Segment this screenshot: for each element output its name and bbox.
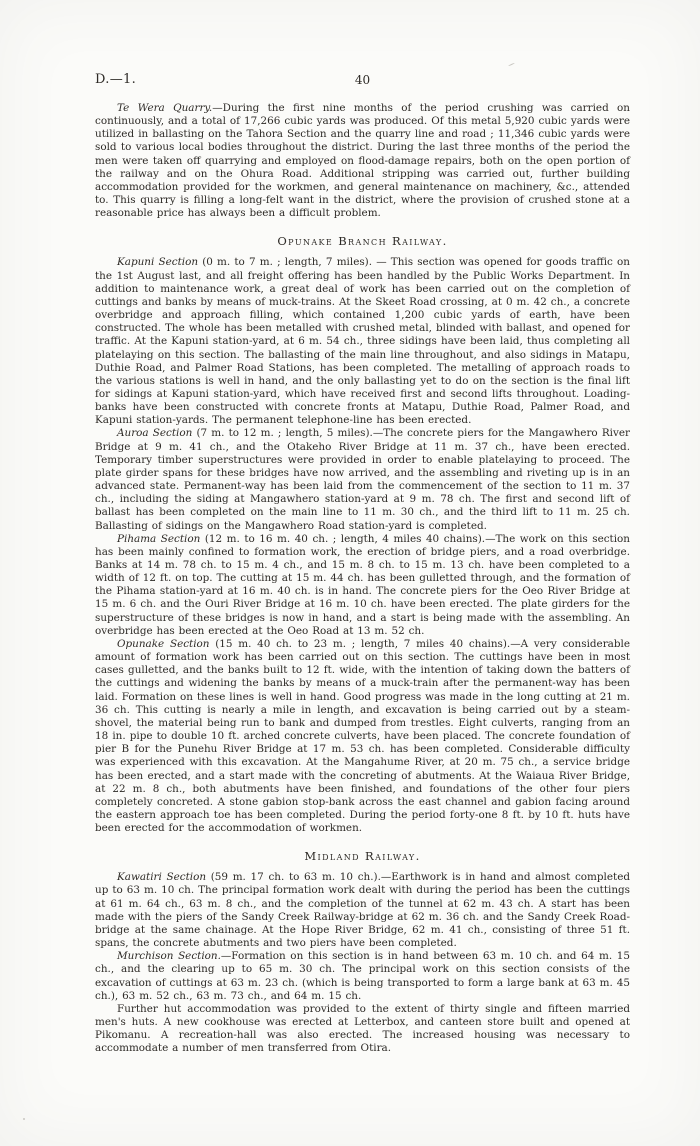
para-body: (59 m. 17 ch. to 63 m. 10 ch.).—Earthwork is in hand and almost completed up to 63 m. 10 ch. The principal formation work dealt with during the period has been the cuttings at 61 m. 64 ch., 63 m. 8 ch., and the completion of the tunnel at 62 m. 43 ch. A start has been made with the piers of the Sandy Creek Railway-bridge at 62 m. 36 ch. and the Sandy Creek Road-bridge at the same chainage. At the Hope River Bridge, 62 m. 41 ch., consisting of three 51 ft. spans, the concrete abutments and two piers have been completed. — [95, 871, 630, 950]
para-body: Further hut accommodation was provided to the extent of thirty single and fifteen married men's huts. A new cookhouse was erected at Letterbox, and canteen store built and opened at Pikomanu. A recreation-hall was also erected. The increased housing was necessary to accommodate a number of men transferred from Otira. — [95, 1002, 630, 1055]
para-body: (15 m. 40 ch. to 23 m. ; length, 7 miles 40 chains).—A very considerable amount of formation work has been carried out on this section. The cuttings have been in most cases gulletted, and the banks built to 12 ft. wide, with the intention of taking down the batters of the cuttings and widening the banks by means of a muck-train after the permanent-way has been laid. Formation on these lines is well in hand. Good progress was made in the long cutting at 21 m. 36 ch. This cutting is nearly a mile in length, and excavation is being carried out by a steam-shovel, the material being run to bank and dumped from trestles. Eight culverts, ranging from an 18 in. pipe to double 10 ft. arched concrete culverts, have been placed. The concrete foundation of pier B for the Punehu River Bridge at 17 m. 53 ch. has been completed. Considerable difficulty was experienced with this excavation. At the Mangahume River, at 20 m. 75 ch., a service bridge has been erected, and a start made with the concreting of abutments. At the Waiaua River Bridge, at 22 m. 8 ch., both abutments have been finished, and foundations of the other four piers completely concreted. A stone gabion stop-bank across the east channel and gabion facing around the eastern approach toe has been completed. During the period forty-one 8 ft. by 10 ft. huts have been erected for the accommodation of workmen. — [95, 637, 630, 835]
para-lead-italic: Opunake Section — [117, 637, 210, 650]
para-body: —Formation on this section is in hand between 63 m. 10 ch. and 64 m. 15 ch., and the clearing up to 65 m. 30 ch. The principal work on this section consists of the excavation of cuttings at 63 m. 23 ch. (which is being transported to form a large bank at 63 m. 45 ch.), 63 m. 52 ch., 63 m. 73 ch., and 64 m. 15 ch. — [95, 950, 630, 1002]
scan-speck — [508, 63, 515, 67]
section-heading-opunake-branch-railway: Opunake Branch Railway. — [277, 234, 448, 249]
para-opunake-section — [95, 638, 630, 835]
page-header — [95, 72, 630, 90]
para-te-wera-quarry — [95, 102, 630, 220]
para-murchison-section — [95, 950, 630, 1003]
para-lead-italic: Kapuni Section — [117, 256, 199, 269]
para-lead-italic: Auroa Section — [117, 427, 193, 440]
para-body: (7 m. to 12 m. ; length, 5 miles).—The concrete piers for the Mangawhero River Bridge at 9 m. 41 ch., and the Otakeho River Bridge at 11 m. 37 ch., have been erected. Temporary timber superstructures were provided in order to enable platelaying to proceed. The plate girder spans for these bridges have now arrived, and the assembling and riveting up is in an advanced state. Permanent-way has been laid from the commencement of the section to 11 m. 37 ch., including the siding at Mangawhero station-yard at 9 m. 78 ch. The first and second lift of ballast has been completed on the main line to 11 m. 30 ch., and the third lift to 11 m. 25 ch. Ballasting of sidings on the Mangawhero Road station-yard is completed. — [95, 427, 630, 532]
para-body: —During the first nine months of the period crushing was carried on continuously, and a total of 17,266 cubic yards was produced. Of this metal 5,920 cubic yards were utilized in ballasting on the Tahora Section and the quarry line and road ; 11,346 cubic yards were sold to various local bodies throughout the district. During the last three months of the period the men were taken off quarrying and employed on flood-damage repairs, both on the open portion of the railway and on the Ohura Road. Additional stripping was carried out, further building accommodation provided for the workmen, and general maintenance on machinery, &c., attended to. This quarry is filling a long-felt want in the district, where the provision of crushed stone at a reasonable price has always been a difficult problem. — [95, 102, 631, 220]
doc-reference: D.—1. — [95, 72, 136, 87]
para-kapuni-section — [95, 256, 630, 427]
page-number: 40 — [354, 73, 371, 87]
para-body: (0 m. to 7 m. ; length, 7 miles). — This section was opened for goods traffic on the 1st August last, and all freight offering has been handled by the Public Works Department. In addition to maintenance work, a great deal of work has been carried out on the completion of cuttings and banks by means of muck-trains. At the Skeet Road crossing, at 0 m. 42 ch., a concrete overbridge and approach filling, which contained 1,200 cubic yards of earth, have been constructed. The whole has been metalled with crushed metal, blinded with ballast, and opened for traffic. At the Kapuni station-yard, at 6 m. 54 ch., three sidings have been laid, thus completing all platelaying on this section. The ballasting of the main line throughout, and also sidings in Matapu, Duthie Road, and Palmer Road Stations, has been completed. The metalling of approach roads to the various stations is well in hand, and the only ballasting yet to do on the section is the final lift for sidings at Kapuni station-yard, which have received first and second lifts throughout. Loading-banks have been constructed with concrete fronts at Matapu, Duthie Road, Palmer Road, and Kapuni station-yards. The permanent telephone-line has been erected. — [95, 256, 630, 427]
para-lead-italic: Te Wera Quarry. — [117, 102, 213, 114]
para-lead-italic: Kawatiri Section — [117, 871, 207, 884]
para-lead-italic: Murchison Section. — [117, 950, 221, 963]
para-hut-accommodation — [95, 1003, 630, 1056]
section-heading-midland-railway: Midland Railway. — [304, 849, 421, 864]
para-auroa-section — [95, 427, 630, 532]
document-body — [95, 102, 630, 1055]
para-body: (12 m. to 16 m. 40 ch. ; length, 4 miles 40 chains).—The work on this section has been mainly confined to formation work, the erection of bridge piers, and a road overbridge. Banks at 14 m. 78 ch. to 15 m. 4 ch., and 15 m. 8 ch. to 15 m. 13 ch. have been completed to a width of 12 ft. on top. The cutting at 15 m. 44 ch. has been gulletted through, and the formation of the Pihama station-yard at 16 m. 40 ch. is in hand. The concrete piers for the Oeo River Bridge at 15 m. 6 ch. and the Ouri River Bridge at 16 m. 10 ch. have been erected. The plate girders for the superstructure of these bridges is now in hand, and a start is being made with the assembling. An overbridge has been erected at the Oeo Road at 13 m. 52 ch. — [95, 532, 630, 637]
para-pihama-section — [95, 533, 630, 638]
para-lead-italic: Pihama Section — [117, 532, 201, 545]
para-kawatiri-section — [95, 871, 630, 950]
scan-speck — [23, 1118, 25, 1120]
